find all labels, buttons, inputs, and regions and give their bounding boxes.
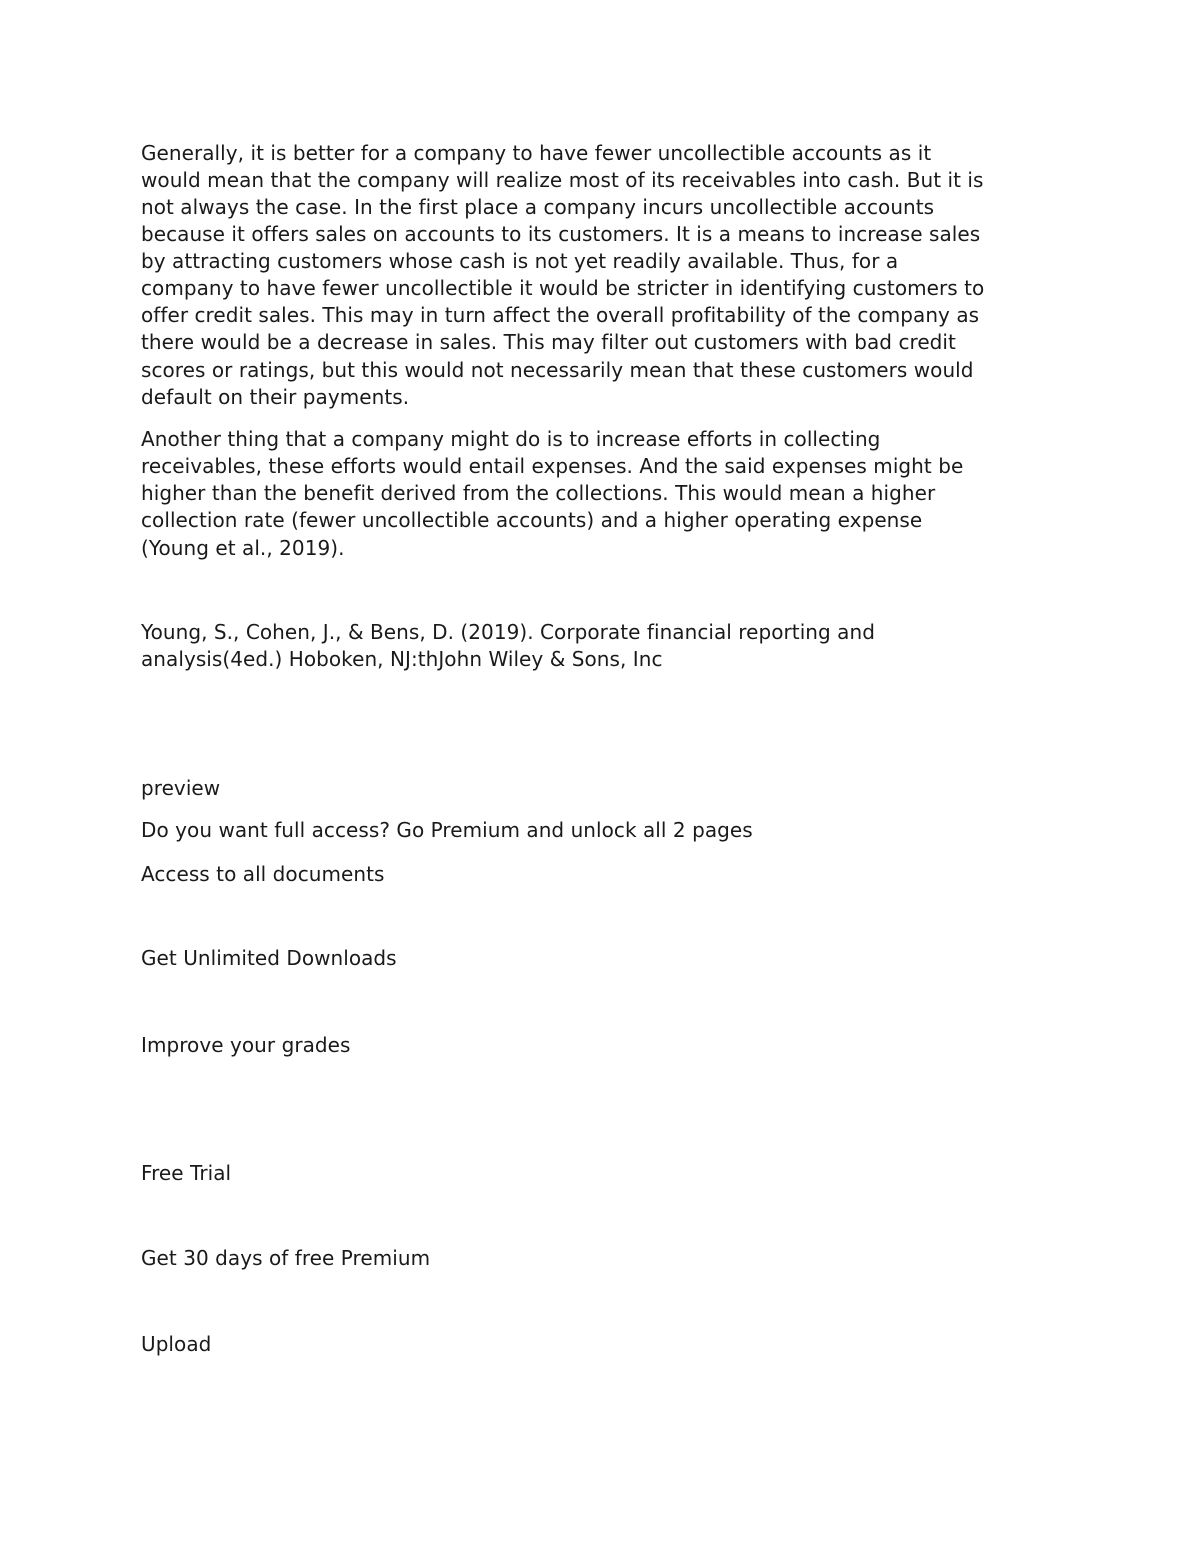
paragraph-line: (Young et al., 2019). [141,536,345,560]
feature-improve-grades: Improve your grades [141,1033,351,1057]
premium-headline: Do you want full access? Go Premium and unlock all 2 pages [141,818,753,842]
paragraph-line: would mean that the company will realize most of its receivables into cash. But it is [141,168,984,192]
paragraph-line: because it offers sales on accounts to its customers. It is a means to increase sales [141,222,981,246]
paragraph-line: collection rate (fewer uncollectible accounts) and a higher operating expense [141,508,923,532]
paragraph-line: there would be a decrease in sales. This may filter out customers with bad credit [141,330,956,354]
free-trial-link[interactable]: Free Trial [141,1161,232,1185]
paragraph-line: offer credit sales. This may in turn affect the overall profitability of the company as [141,303,980,327]
paragraph-line: higher than the benefit derived from the collections. This would mean a higher [141,481,936,505]
feature-unlimited-downloads: Get Unlimited Downloads [141,946,397,970]
feature-all-documents: Access to all documents [141,862,385,886]
paragraph-line: default on their payments. [141,385,410,409]
paragraph-line: by attracting customers whose cash is not yet readily available. Thus, for a [141,249,899,273]
preview-label: preview [141,776,221,800]
paragraph-line: Another thing that a company might do is to increase efforts in collecting [141,427,881,451]
paragraph-line: receivables, these efforts would entail expenses. And the said expenses might be [141,454,964,478]
free-trial-description: Get 30 days of free Premium [141,1246,431,1270]
reference-line: analysis(4ed.) Hoboken, NJ:thJohn Wiley & Sons, Inc [141,647,663,671]
paragraph-line: Generally, it is better for a company to have fewer uncollectible accounts as it [141,141,932,165]
upload-link[interactable]: Upload [141,1332,212,1356]
paragraph-line: not always the case. In the first place a company incurs uncollectible accounts [141,195,935,219]
paragraph-line: scores or ratings, but this would not necessarily mean that these customers would [141,358,974,382]
paragraph-line: company to have fewer uncollectible it would be stricter in identifying customers to [141,276,985,300]
reference-line: Young, S., Cohen, J., & Bens, D. (2019). Corporate financial reporting and [141,620,875,644]
